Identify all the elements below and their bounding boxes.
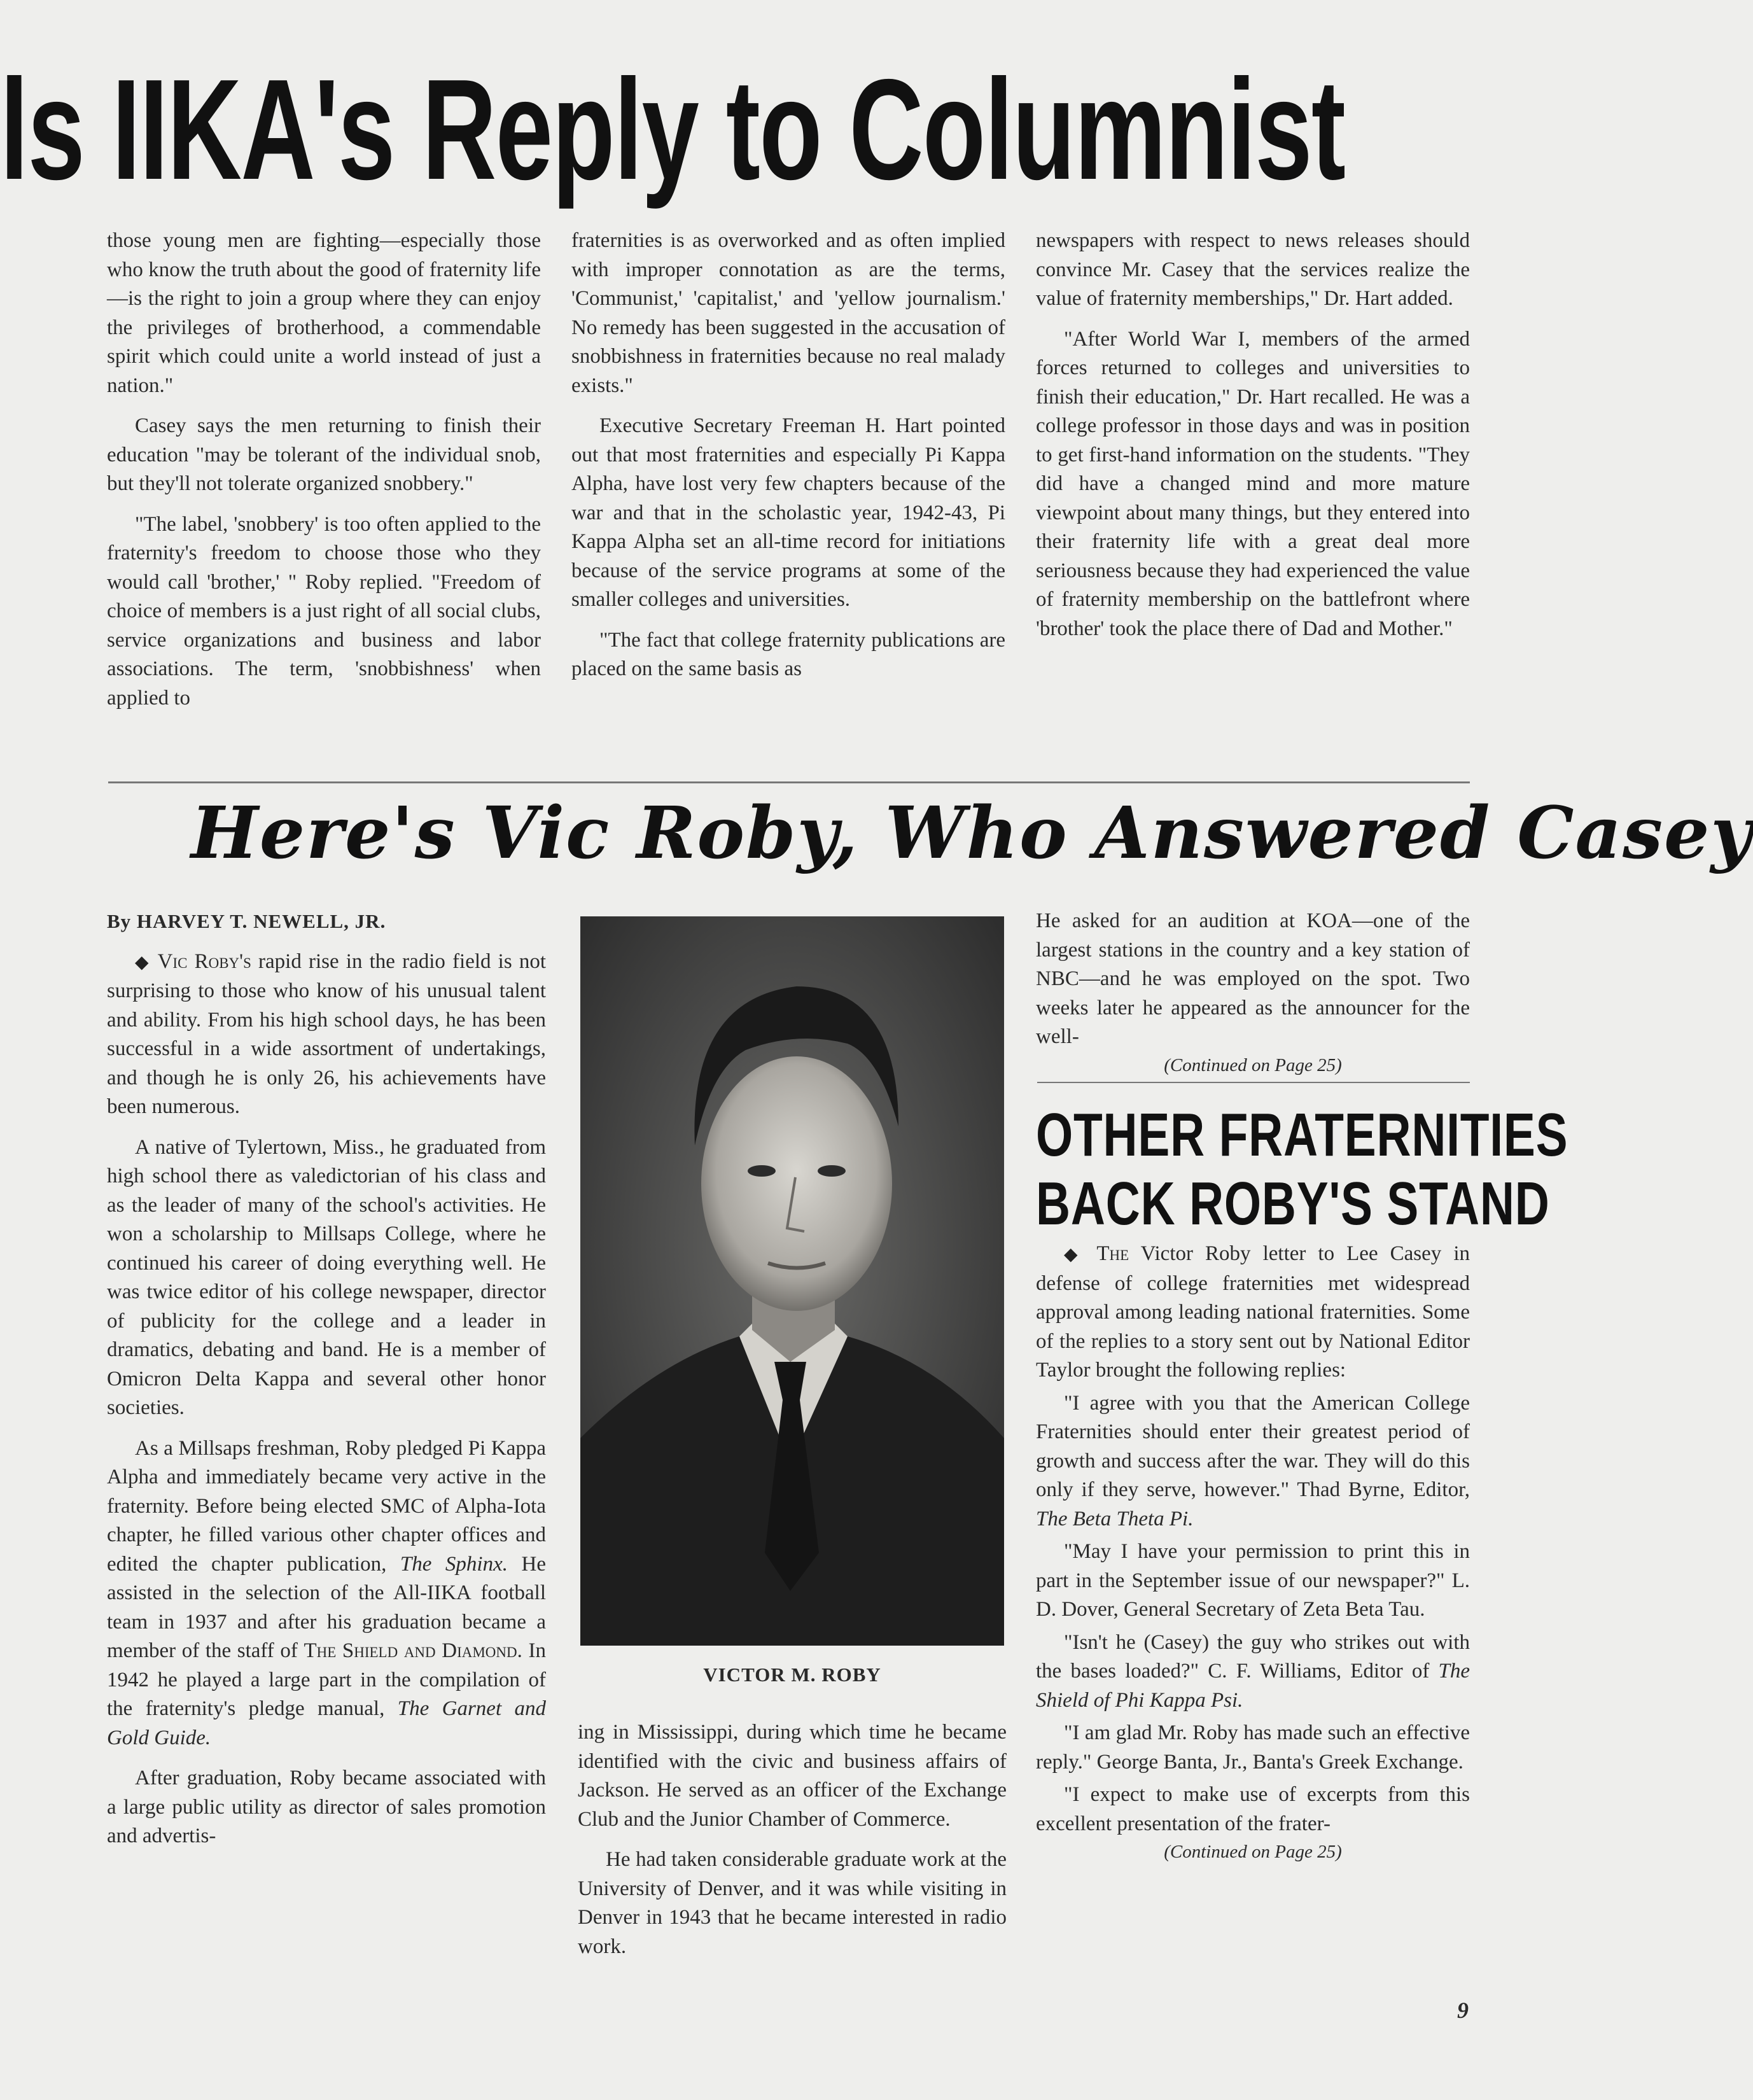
paragraph: "May I have your permission to print this in part in the September issue of our newspaper?" L. D. Dover, General Secretary of Zeta Beta Tau.: [1036, 1540, 1470, 1621]
lead-text: Victor Roby letter to Lee Casey in defense of college fraternities met widespread approval among leading national fraternities. Some of the replies to a story sent out by National Editor Taylor brought the following replies:: [1036, 1242, 1470, 1382]
article-column-left: [107, 907, 546, 1863]
publication-title: The Garnet and Gold Guide.: [107, 1697, 546, 1749]
page-number: 9: [1457, 1998, 1469, 2023]
lead-smallcaps: Vic Roby's: [157, 949, 251, 973]
paragraph: those young men are fighting—especially those who know the truth about the good of fraternity life—is the right to join a group where they can enjoy the privileges of brotherhood, a commendable spirit which could unite a world instead of just a nation.": [107, 229, 541, 397]
portrait-illustration: [580, 916, 1004, 1646]
paragraph: [107, 1434, 546, 1753]
portrait-photo: [580, 916, 1004, 1646]
lead-smallcaps: The: [1096, 1242, 1129, 1265]
paragraph: ing in Mississippi, during which time he became identified with the civic and business affairs of Jackson. He served as an officer of the Exchange Club and the Junior Chamber of Commerce.: [578, 1721, 1007, 1831]
top-column-2: [571, 227, 1005, 696]
top-column-1: [107, 227, 541, 724]
paragraph: After graduation, Roby became associated with a large public utility as director of sales promotion and advertis-: [107, 1767, 546, 1847]
paragraph: "I expect to make use of excerpts from this excellent presentation of the frater-: [1036, 1783, 1470, 1835]
lead-text: rapid rise in the radio field is not surprising to those who know of his unusual talent and ability. From his high school days, he has been successful in a wide assortment of undertakings, and though he is only 26, his achievements have been numerous.: [107, 949, 546, 1118]
paragraph: Executive Secretary Freeman H. Hart pointed out that most fraternities and especially Pi Kappa Alpha, have lost very few chapters because of the war and that in the scholastic year, 1942-43, Pi Kappa Alpha set an all-time record for initiations because of the service programs at some of the smaller colleges and universities.: [571, 414, 1005, 611]
paragraph: "After World War I, members of the armed forces returned to colleges and universities to finish their education," Dr. Hart recalled. He was a college professor in those days and was in position to get first-hand information on the students. "They did have a changed mind and more mature viewpoint about many things, but they entered into their fraternity life with a great deal more seriousness because they had experienced the value of fraternity membership on the battlefront where 'brother' took the place there of Dad and Mother.": [1036, 327, 1470, 640]
byline: By HARVEY T. NEWELL, JR.: [107, 910, 386, 932]
paragraph: A native of Tylertown, Miss., he graduated from high school there as valedictorian of his class and as the leader of many of the school's activities. He won a scholarship to Millsaps College, where he continued his career of doing everything well. He was twice editor of his college newspaper, director of publicity for the college and a leader in dramatics, debating and band. He is a member of Omicron Delta Kappa and several other honor societies.: [107, 1135, 546, 1419]
quote-text: "I agree with you that the American College Fraternities should enter their greatest period of growth and success after the war. They will do this only if they serve, however." Thad Byrne, Editor,: [1036, 1391, 1470, 1501]
paragraph: Casey says the men returning to finish their education "may be tolerant of the individual snob, but they'll not tolerate organized snobbery.": [107, 414, 541, 495]
article-column-right: [1036, 907, 1470, 1088]
sidebar-divider: [1037, 1082, 1470, 1083]
paragraph: newspapers with respect to news releases should convince Mr. Casey that the services realize the value of fraternity memberships," Dr. Hart added.: [1036, 229, 1470, 310]
photo-caption: VICTOR M. ROBY: [703, 1663, 881, 1686]
text-run: As a Millsaps freshman, Roby pledged Pi Kappa Alpha and immediately became very active in the fraternity. Before being elected SMC of Alpha-Iota chapter, he filled various other chapter offices and edited the chapter publication,: [107, 1436, 546, 1576]
sidebar-body: [1036, 1240, 1470, 1874]
paragraph: [1036, 1389, 1470, 1534]
diamond-bullet-icon: ◆: [135, 952, 151, 972]
continued-note: (Continued on Page 25): [1164, 1054, 1342, 1075]
paragraph: [1036, 1628, 1470, 1716]
text-run: In 1942 he played a large part in the compilation of the fraternity's pledge manual,: [107, 1639, 546, 1720]
paragraph: "The fact that college fraternity publications are placed on the same basis as: [571, 628, 1005, 680]
paragraph: [1036, 1240, 1470, 1385]
top-column-3: [1036, 227, 1470, 655]
text-run: He assisted in the selection of the All-IIKA football team in 1937 and after his graduation became a member of the staff of: [107, 1552, 547, 1662]
continued-note: (Continued on Page 25): [1164, 1842, 1342, 1862]
paragraph: He had taken considerable graduate work at the University of Denver, and it was while visiting in Denver in 1943 that he became interested in radio work.: [578, 1848, 1007, 1958]
publication-title: The Shield and Diamond.: [304, 1639, 522, 1662]
quote-text: "Isn't he (Casey) the guy who strikes out with the bases loaded?" C. F. Williams, Editor of: [1036, 1630, 1470, 1683]
paragraph: fraternities is as overworked and as often implied with improper connotation as are the terms, 'Communist,' 'capitalist,' and 'yellow journalism.' No remedy has been suggested in the accusation of snobbishness in fraternities because no real malady exists.": [571, 229, 1005, 397]
section-divider: [108, 781, 1470, 783]
sidebar-title-line-2: BACK ROBY'S STAND: [1036, 1170, 1550, 1238]
paragraph: He asked for an audition at KOA—one of the largest stations in the country and a key station of NBC—and he was employed on the spot. Two weeks later he appeared as the announcer for the well-: [1036, 909, 1470, 1048]
publication-title: The Sphinx.: [400, 1552, 508, 1576]
diamond-bullet-icon: ◆: [1064, 1245, 1085, 1264]
sidebar-title-line-1: OTHER FRATERNITIES: [1036, 1101, 1568, 1169]
article-subheadline: Here's Vic Roby, Who Answered Casey: [191, 792, 1753, 875]
publication-title: The Shield of Phi Kappa Psi.: [1036, 1660, 1470, 1712]
paragraph: "I am glad Mr. Roby has made such an effective reply." George Banta, Jr., Banta's Greek Exchange.: [1036, 1721, 1470, 1774]
paragraph: "The label, 'snobbery' is too often applied to the fraternity's freedom to choose those who they would call 'brother,' " Roby replied. "Freedom of choice of members is a just right of all social clubs, service organizations and business and labor associations. The term, 'snobbishness' when applied to: [107, 512, 541, 710]
page-headline: ls IIKA's Reply to Columnist: [0, 49, 1345, 209]
publication-title: The Beta Theta Pi.: [1036, 1507, 1194, 1530]
sidebar-title: [1036, 1101, 1568, 1238]
article-column-middle: [578, 1718, 1007, 1973]
paragraph: [107, 948, 546, 1122]
